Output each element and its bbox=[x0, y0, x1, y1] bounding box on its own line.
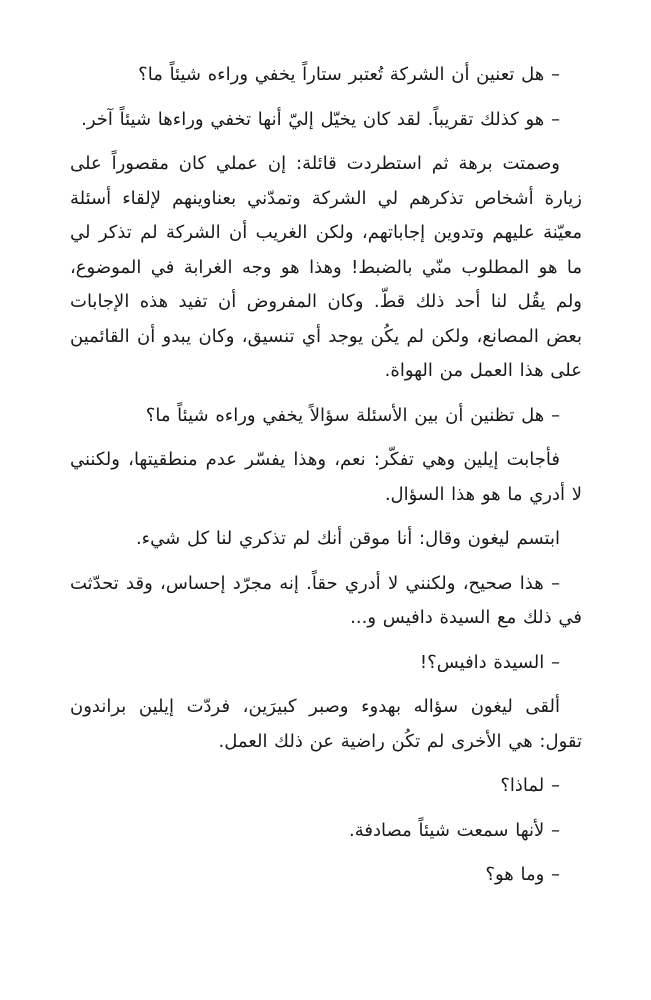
paragraph-6: ابتسم ليغون وقال: أنا موقن أنك لم تذكري لنا كل شيء. bbox=[135, 528, 560, 549]
paragraph-9: ألقى ليغون سؤاله بهدوء وصبر كبيرَين، فردّت إيلين براندون تقول: هي الأخرى لم تكُن راضية عن ذلك العمل. bbox=[70, 696, 582, 752]
paragraph-1: – هل تعنين أن الشركة تُعتبر ستاراً يخفي وراءه شيئاً ما؟ bbox=[138, 64, 560, 85]
paragraph-8: – السيدة دافيس؟! bbox=[419, 651, 560, 673]
paragraph-3: وصمتت برهة ثم استطردت قائلة: إن عملي كان مقصوراً على زيارة أشخاص تذكرهم لي الشركة وتمدّني بعناوينهم لإلقاء أسئلة معيّنة عليهم وتدوين إجاباتهم، ولكن الغريب أن الشركة لم تذكر لي ما هو المطلوب منّي بالضبط! وهذا هو وجه الغرابة في الموضوع، ولم يقُل لنا أحد ذلك قطّ. وكان المفروض أن تفيد هذه الإجابات بعض المصانع، ولكن لم يكُن يوجد أي تنسيق، وكان يبدو أن القائمين على هذا العمل من الهواة. bbox=[70, 153, 582, 381]
book-page bbox=[70, 58, 582, 903]
paragraph-7: – هذا صحيح، ولكنني لا أدري حقاً. إنه مجرّد إحساس، وقد تحدّثت في ذلك مع السيدة دافيس و... bbox=[70, 572, 582, 628]
paragraph-5: فأجابت إيلين وهي تفكّر: نعم، وهذا يفسّر عدم منطقيتها، ولكنني لا أدري ما هو هذا السؤال. bbox=[70, 449, 582, 505]
paragraph-2: – هو كذلك تقريباً. لقد كان يخيّل إليّ أنها تخفي وراءها شيئاً آخر. bbox=[81, 108, 560, 130]
paragraph-11: – لأنها سمعت شيئاً مصادفة. bbox=[349, 819, 560, 841]
paragraph-4: – هل تظنين أن بين الأسئلة سؤالاً يخفي وراءه شيئاً ما؟ bbox=[145, 404, 560, 426]
paragraph-10: – لماذا؟ bbox=[500, 775, 560, 796]
paragraph-12: – وما هو؟ bbox=[485, 864, 560, 885]
